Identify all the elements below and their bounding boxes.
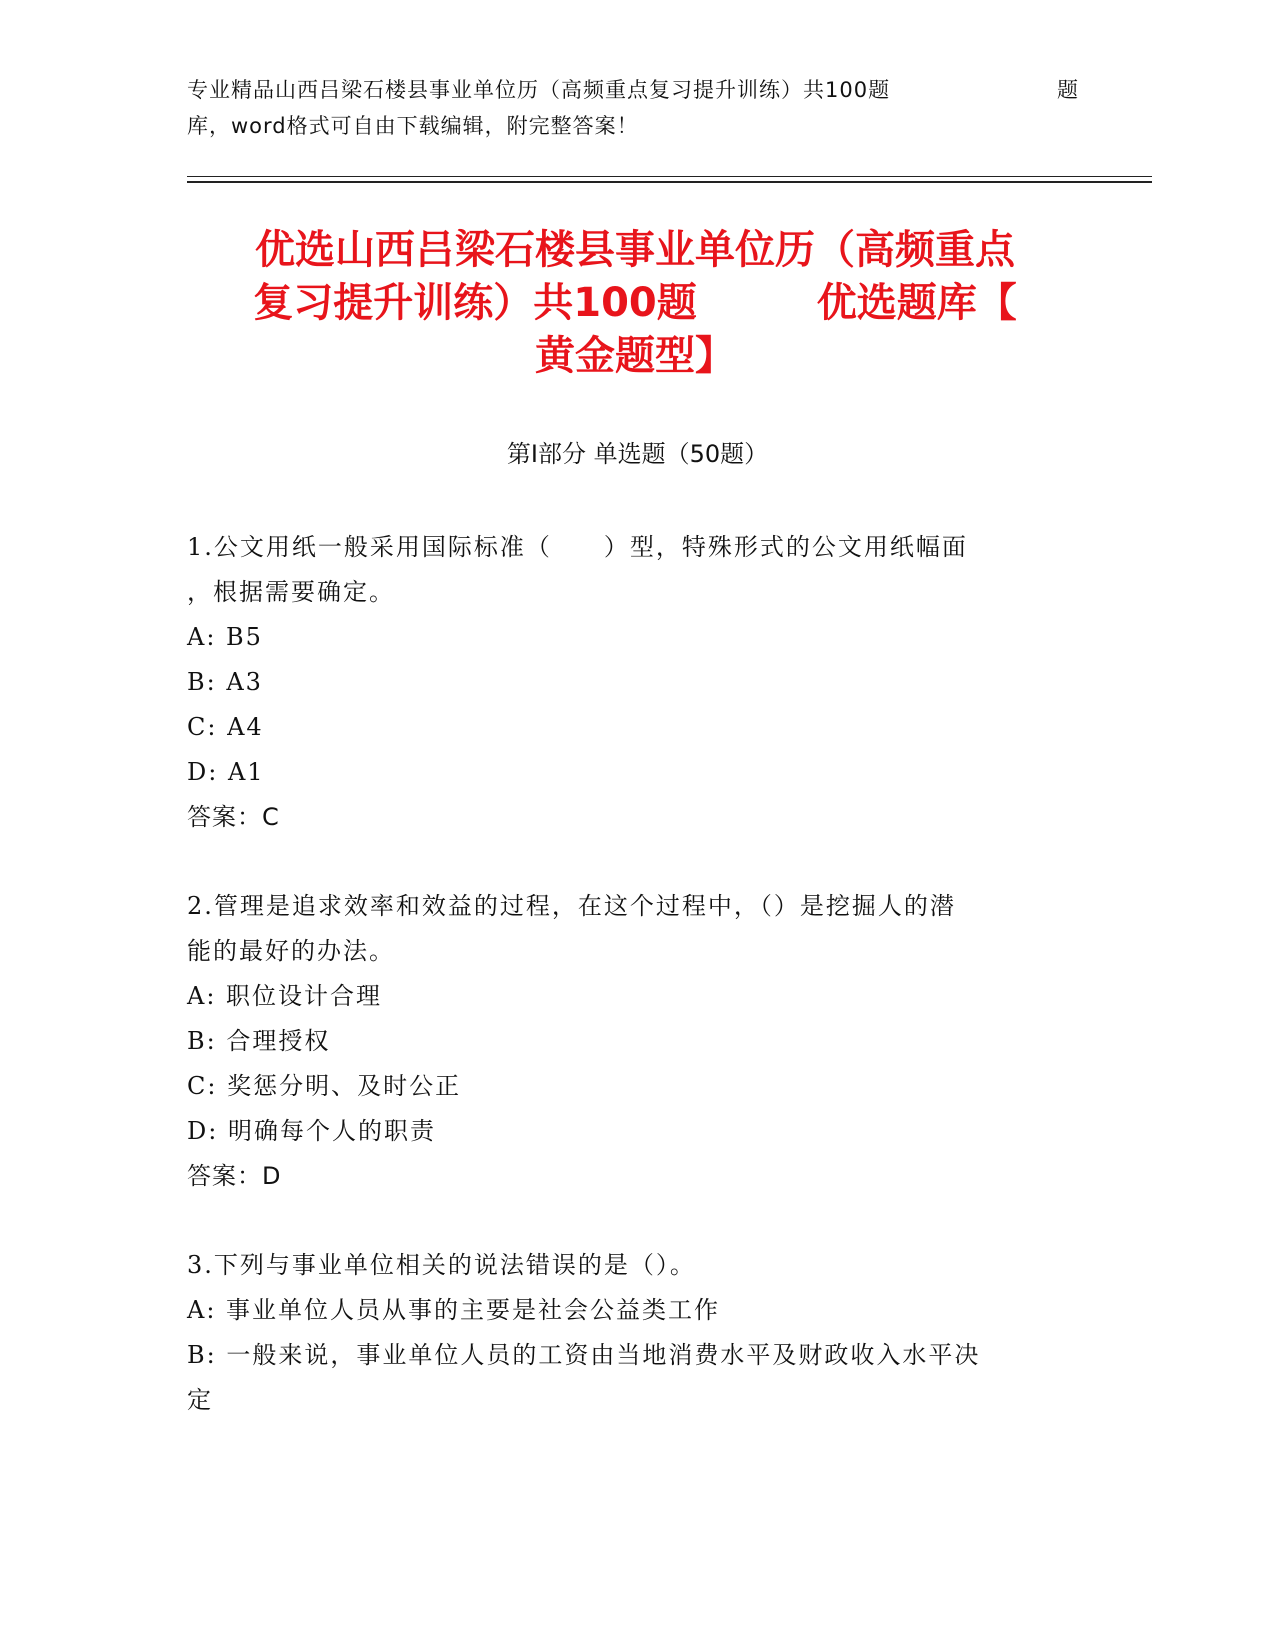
- title-line: 黄金题型】: [535, 333, 735, 379]
- header-line: [187, 72, 1087, 108]
- question-stem: ，根据需要确定。: [187, 578, 395, 606]
- question-item: [187, 525, 1067, 840]
- header-line: 库，word格式可自由下载编辑，附完整答案！: [187, 114, 639, 138]
- header-divider-thick: [187, 181, 1152, 183]
- option-b: B: 合理授权: [187, 1027, 331, 1055]
- question-list: [187, 525, 1067, 1467]
- section-heading: 第Ⅰ部分 单选题（50题）: [506, 440, 769, 468]
- option-c: C: A4: [187, 713, 264, 741]
- page-header: [187, 72, 1087, 144]
- header-text: 专业精品山西吕梁石楼县事业单位历（高频重点复习提升训练）共100题: [187, 78, 891, 102]
- option-d: D: 明确每个人的职责: [187, 1117, 436, 1145]
- option-a: A: 事业单位人员从事的主要是社会公益类工作: [187, 1296, 721, 1324]
- title-line: 复习提升训练）共100题 优选题库【: [253, 280, 1017, 326]
- option-d: D: A1: [187, 758, 265, 786]
- option-a: A: B5: [187, 623, 263, 651]
- title-line: 优选山西吕梁石楼县事业单位历（高频重点: [255, 227, 1015, 273]
- option-continuation: 定: [187, 1386, 213, 1414]
- question-stem: 3.下列与事业单位相关的说法错误的是（）。: [187, 1251, 696, 1279]
- question-item: [187, 884, 1067, 1199]
- header-text-tail: 题: [1057, 78, 1079, 102]
- question-stem: 1.公文用纸一般采用国际标准（ ）型，特殊形式的公文用纸幅面: [187, 533, 968, 561]
- header-divider-thin: [187, 176, 1152, 177]
- option-c: C: 奖惩分明、及时公正: [187, 1072, 462, 1100]
- question-stem: 2.管理是追求效率和效益的过程，在这个过程中，（）是挖掘人的潜: [187, 892, 956, 920]
- question-stem: 能的最好的办法。: [187, 937, 395, 965]
- document-title: [200, 224, 1070, 383]
- option-a: A: 职位设计合理: [187, 982, 383, 1010]
- option-b: B: 一般来说，事业单位人员的工资由当地消费水平及财政收入水平决: [187, 1341, 981, 1369]
- option-b: B: A3: [187, 668, 263, 696]
- question-item: [187, 1243, 1067, 1423]
- answer-text: 答案：D: [187, 1162, 282, 1190]
- answer-text: 答案：C: [187, 803, 280, 831]
